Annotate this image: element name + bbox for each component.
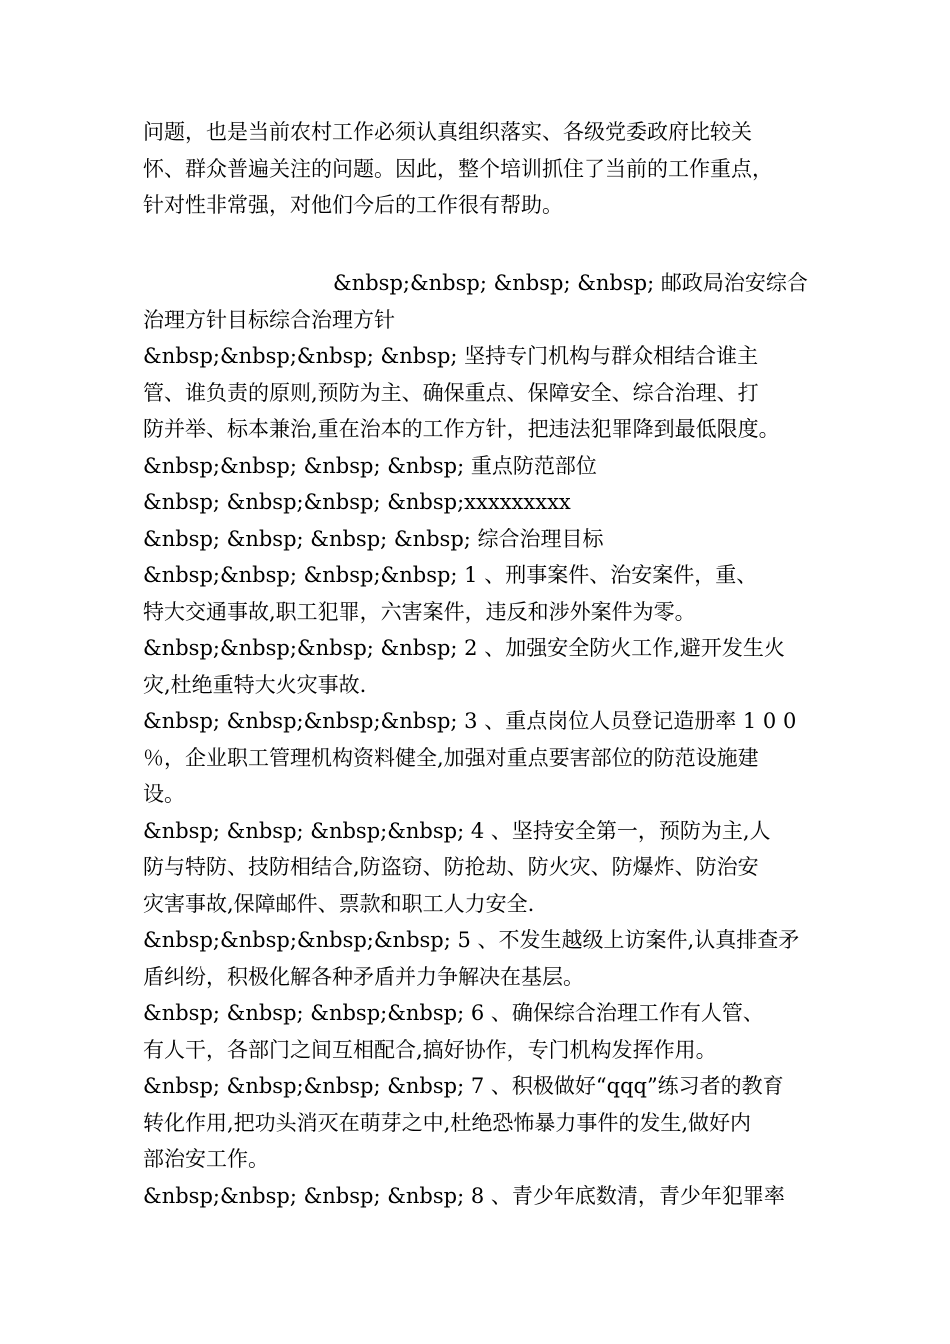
text-line: ％，企业职工管理机构资料健全,加强对重点要害部位的防范设施建 xyxy=(143,745,759,770)
text-line: 设。 xyxy=(143,782,185,806)
text-line: 针对性非常强，对他们今后的工作很有帮助。 xyxy=(143,193,563,217)
text-line: &nbsp; &nbsp; &nbsp;&nbsp; 6 、确保综合治理工作有人管、 xyxy=(143,1001,764,1025)
text-line: 问题，也是当前农村工作必须认真组织落实、各级党委政府比较关 xyxy=(143,120,752,144)
text-line: 防与特防、技防相结合,防盗窃、防抢劫、防火灾、防爆炸、防治安 xyxy=(143,855,759,879)
text-line: &nbsp;&nbsp; &nbsp; &nbsp; 8 、青少年底数清，青少年犯罪率 xyxy=(143,1183,785,1208)
text-line: &nbsp;&nbsp;&nbsp; &nbsp; 2 、加强安全防火工作,避开发生火 xyxy=(143,636,785,660)
section-heading xyxy=(143,265,815,338)
text-line: 灾,杜绝重特大火灾事故. xyxy=(143,672,367,697)
text-line: 灾害事故,保障邮件、票款和职工人力安全. xyxy=(143,891,535,916)
text-line: &nbsp; &nbsp;&nbsp; &nbsp;xxxxxxxxx xyxy=(143,490,571,514)
text-line: 有人干，各部门之间互相配合,搞好协作，专门机构发挥作用。 xyxy=(143,1037,717,1062)
text-line: 防并举、标本兼治,重在治本的工作方针，把违法犯罪降到最低限度。 xyxy=(143,417,780,441)
text-line: &nbsp;&nbsp; &nbsp; &nbsp; 重点防范部位 xyxy=(143,453,597,478)
body-content xyxy=(143,338,815,1214)
text-line: 特大交通事故,职工犯罪，六害案件，违反和涉外案件为零。 xyxy=(143,599,696,624)
text-line: 部治安工作。 xyxy=(143,1147,269,1171)
text-line: &nbsp;&nbsp; &nbsp;&nbsp; 1 、刑事案件、治安案件，重、 xyxy=(143,563,758,587)
text-line: &nbsp;&nbsp;&nbsp; &nbsp; 坚持专门机构与群众相结合谁主 xyxy=(143,344,759,368)
text-line: 盾纠纷，积极化解各种矛盾并力争解决在基层。 xyxy=(143,964,584,989)
text-line: &nbsp; &nbsp; &nbsp; &nbsp; 综合治理目标 xyxy=(143,526,604,551)
text-line: &nbsp; &nbsp; &nbsp;&nbsp; 4 、坚持安全第一，预防为主,人 xyxy=(143,818,771,843)
text-line: &nbsp; &nbsp;&nbsp; &nbsp; 7 、积极做好“qqq”练习者的教育 xyxy=(143,1074,784,1098)
text-line: 怀、群众普遍关注的问题。因此，整个培训抓住了当前的工作重点， xyxy=(143,156,773,181)
text-line: 转化作用,把功头消灭在萌芽之中,杜绝恐怖暴力事件的发生,做好内 xyxy=(143,1110,752,1135)
heading-line: 治理方针目标综合治理方针 xyxy=(143,307,395,332)
intro-paragraph xyxy=(143,114,815,224)
text-line: &nbsp; &nbsp;&nbsp;&nbsp; 3 、重点岗位人员登记造册率 1 0 0 xyxy=(143,709,797,733)
text-line: 管、谁负责的原则,预防为主、确保重点、保障安全、综合治理、打 xyxy=(143,380,759,405)
text-line: &nbsp;&nbsp;&nbsp;&nbsp; 5 、不发生越级上访案件,认真排查矛 xyxy=(143,928,800,952)
heading-line: &nbsp;&nbsp; &nbsp; &nbsp; 邮政局治安综合 xyxy=(333,271,808,295)
